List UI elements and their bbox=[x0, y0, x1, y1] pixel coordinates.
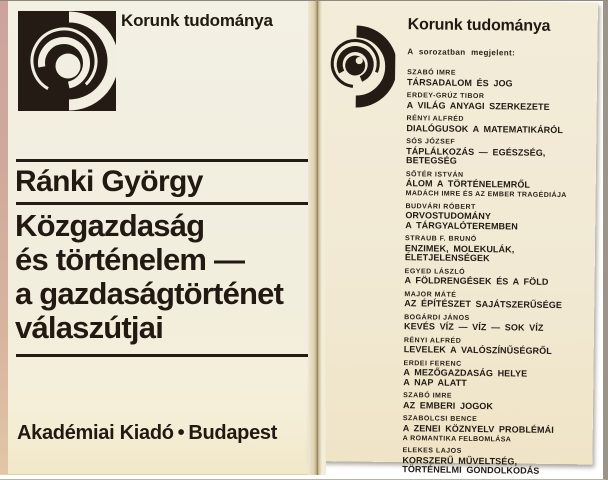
book-author: SZABOLCSI BENCE bbox=[402, 415, 478, 424]
book-entry bbox=[404, 314, 588, 334]
book-entry bbox=[404, 337, 588, 357]
book-title: A MEZŐGAZDASÁG HELYE bbox=[403, 367, 528, 379]
book-title-line-2: TÖRTÉNELMI GONDOLKODÁS bbox=[402, 464, 540, 476]
book-author: ERDEY-GRÚZ TIBOR bbox=[406, 92, 485, 101]
series-emblem-icon bbox=[329, 19, 396, 116]
cover-title-line: Közgazdaság bbox=[15, 208, 205, 243]
book-author: BOGÁRDI JÁNOS bbox=[404, 313, 470, 322]
book-subtitle: MADÁCH IMRE ÉS AZ EMBER TRAGÉDIÁJA bbox=[405, 190, 567, 200]
book-entry bbox=[405, 268, 589, 288]
book-title: A VILÁG ANYAGI SZERKEZETE bbox=[406, 99, 550, 112]
book-title: AZ EMBERI JOGOK bbox=[402, 399, 494, 411]
publisher-city: Budapest bbox=[188, 422, 278, 444]
book-entry bbox=[405, 235, 589, 265]
publisher-line bbox=[17, 422, 277, 445]
book-title: KORSZERŰ MŰVELTSÉG, bbox=[402, 454, 518, 467]
book-title: AZ ÉPÍTÉSZET SAJÁTSZERŰSÉGE bbox=[404, 298, 563, 311]
book-author: SÓS JÓZSEF bbox=[406, 138, 456, 146]
book-author: SŐTÉR ISTVÁN bbox=[405, 170, 464, 179]
book-title-line-2: A NAP ALATT bbox=[403, 376, 467, 388]
series-list-heading: A sorozatban megjelent: bbox=[407, 47, 516, 58]
book-title: TÁRSADALOM ÉS JOG bbox=[406, 76, 513, 88]
book-author: STRAUB F. BRUNÓ bbox=[405, 235, 477, 244]
series-title: Korunk tudománya bbox=[121, 11, 273, 30]
book-title: A FÖLDRENGÉSEK ÉS A FÖLD bbox=[404, 275, 549, 287]
publisher-name: Akadémiai Kiadó bbox=[17, 422, 174, 444]
book-author: MAJOR MÁTÉ bbox=[404, 290, 457, 299]
book-title: DIALÓGUSOK A MATEMATIKÁRÓL bbox=[406, 122, 564, 135]
book-author: SZABÓ IMRE bbox=[403, 392, 453, 400]
book-entry bbox=[403, 392, 587, 412]
book-entry bbox=[407, 92, 591, 112]
series-list-page bbox=[308, 0, 598, 476]
book-subtitle: A ROMANTIKA FELBOMLÁSA bbox=[402, 434, 512, 443]
cover-author: Ránki György bbox=[15, 165, 203, 198]
divider-rule-top bbox=[16, 159, 316, 162]
cover-title bbox=[15, 209, 283, 345]
book-title: KEVÉS VÍZ — VÍZ — SOK VÍZ bbox=[403, 321, 544, 333]
book-entry bbox=[403, 415, 587, 444]
book-entry bbox=[404, 291, 588, 311]
publisher-separator-dot: • bbox=[177, 422, 185, 444]
book-entry bbox=[406, 138, 590, 168]
book-title-line-2: A TÁRGYALÓTEREMBEN bbox=[405, 219, 518, 232]
cover-title-line: válaszútjai bbox=[15, 310, 164, 345]
book-title: ENZIMEK, MOLEKULÁK, bbox=[404, 242, 515, 254]
book-entry bbox=[405, 203, 589, 233]
front-cover-page bbox=[0, 1, 312, 475]
book-author: BUDVÁRI RÓBERT bbox=[405, 202, 476, 211]
cover-title-line: a gazdaságtörténet bbox=[15, 276, 284, 311]
book-author: SZABÓ IMRE bbox=[407, 69, 457, 77]
book-title: ORVOSTUDOMÁNY bbox=[405, 210, 492, 222]
book-author: EGYED LÁSZLÓ bbox=[404, 267, 466, 276]
book-title: ÁLOM A TÖRTÉNELEMRŐL bbox=[405, 178, 531, 190]
book-entry bbox=[403, 360, 587, 390]
book-entry bbox=[402, 447, 586, 477]
book-author: RÉNYI ALFRÉD bbox=[403, 336, 462, 345]
series-book-list bbox=[402, 69, 591, 477]
series-title: Korunk tudománya bbox=[407, 16, 551, 35]
divider-rule-middle bbox=[16, 202, 316, 205]
book-entry bbox=[407, 69, 591, 89]
book-entry bbox=[406, 115, 590, 135]
book-entry bbox=[406, 171, 590, 200]
book-title: LEVELEK A VALÓSZÍNŰSÉGRŐL bbox=[403, 344, 552, 356]
spine-edge bbox=[0, 1, 8, 474]
book-author: ERDEI FERENC bbox=[403, 359, 462, 368]
series-emblem-icon bbox=[18, 11, 116, 111]
divider-rule-bottom bbox=[16, 354, 316, 357]
page-fold bbox=[308, 1, 326, 475]
cover-title-line: és történelem — bbox=[15, 242, 245, 277]
book-title-line-2: ÉLETJELENSÉGEK bbox=[404, 252, 490, 264]
book-title: TÁPLÁLKOZÁS — EGÉSZSÉG, BETEGSÉG bbox=[405, 145, 546, 166]
book-title: A ZENEI KÖZNYELV PROBLÉMÁI bbox=[402, 422, 554, 435]
book-author: RÉNYI ALFRÉD bbox=[406, 115, 465, 123]
book-author: ELEKES LAJOS bbox=[402, 447, 462, 455]
